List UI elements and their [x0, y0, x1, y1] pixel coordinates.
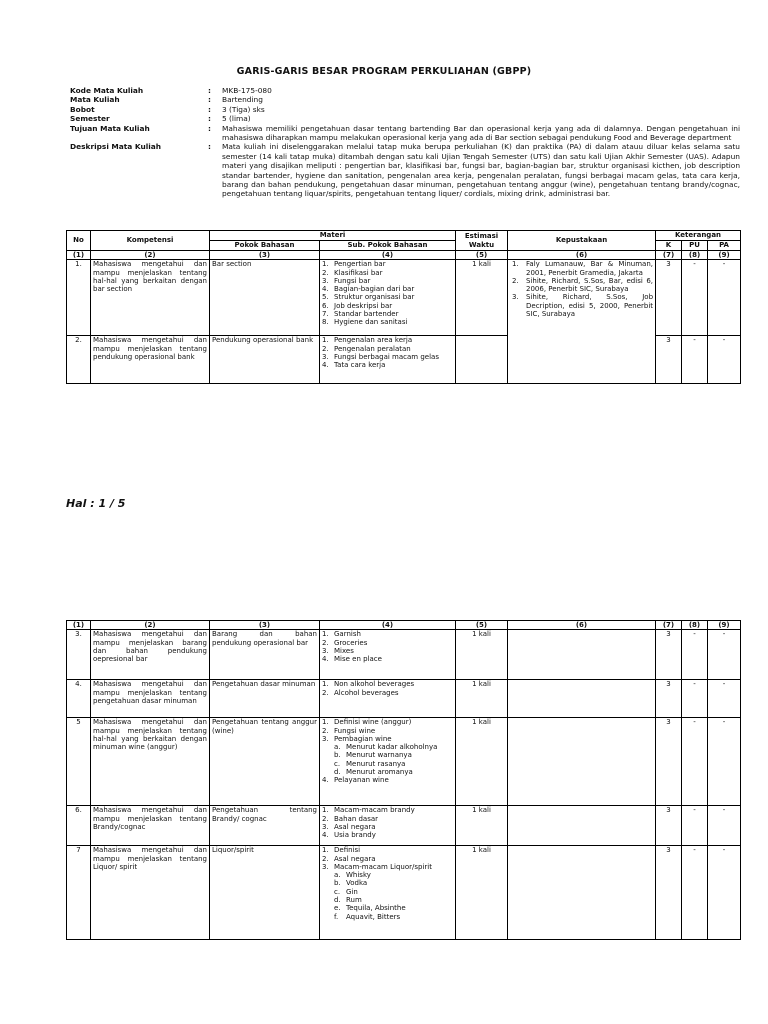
reference-number: 1. — [512, 260, 519, 269]
sub-topic-item — [334, 751, 453, 759]
header-pu: PU — [682, 241, 708, 251]
reference-text: Faly Lumanauw, Bar & Minuman, 2001, Penerbit Gramedia, Jakarta — [526, 260, 654, 277]
sub-topic-text: Groceries — [334, 638, 368, 647]
estimasi-waktu-cell: 1 kali — [456, 846, 508, 940]
sub-topic-list — [322, 336, 453, 369]
keterangan-k: 3 — [656, 718, 682, 806]
keterangan-pa: - — [708, 806, 741, 846]
sub-topic-text: Hygiene dan sanitasi — [334, 318, 408, 327]
page-number: Hal : 1 / 5 — [66, 497, 126, 510]
sub-topic-text: Mise en place — [334, 655, 382, 664]
sub-topic-text: Klasifikasi bar — [334, 268, 383, 277]
sub-topic-number: 7. — [322, 310, 329, 319]
keterangan-pa: - — [708, 630, 741, 680]
estimasi-waktu-cell — [456, 336, 508, 384]
sub-topic-text: Gin — [346, 887, 358, 896]
sub-topic-item — [322, 630, 453, 639]
sub-topic-number: 1. — [322, 336, 329, 345]
sub-topic-number: 3. — [322, 822, 329, 831]
sub-topic-item — [334, 760, 453, 768]
sub-topic-item — [322, 854, 453, 863]
column-number: (4) — [320, 621, 456, 630]
column-number: (7) — [656, 621, 682, 630]
sub-topic-item — [322, 276, 453, 285]
sub-topic-number: 2. — [322, 688, 329, 697]
sub-topic-text: Tequila, Absinthe — [346, 904, 406, 913]
pokok-bahasan-cell: Pengetahuan tentang Brandy/ cognac — [210, 806, 320, 846]
column-number: (9) — [708, 251, 741, 260]
keterangan-pa: - — [708, 680, 741, 718]
sub-topic-number: 8. — [322, 318, 329, 327]
kompetensi-cell: Mahasiswa mengetahui dan mampu menjelaskan tentang Liquor/ spirit — [91, 846, 210, 940]
column-number: (3) — [210, 621, 320, 630]
sub-topic-text: Usia brandy — [334, 831, 376, 840]
pokok-bahasan-cell: Liquor/spirit — [210, 846, 320, 940]
row-number: 4. — [67, 680, 91, 718]
keterangan-k: 3 — [656, 680, 682, 718]
row-number: 2. — [67, 336, 91, 384]
sub-topic-item — [322, 318, 453, 327]
info-colon: : — [208, 142, 211, 152]
sub-topic-text: Aquavit, Bitters — [346, 912, 401, 921]
kepustakaan-cell — [508, 806, 656, 846]
sub-topic-list — [322, 846, 453, 921]
sub-topic-number: a. — [334, 743, 341, 752]
sub-topic-text: Asal negara — [334, 822, 376, 831]
header-materi: Materi — [210, 231, 456, 241]
info-label: Semester — [70, 114, 110, 124]
pokok-bahasan-cell: Pengetahuan dasar minuman — [210, 680, 320, 718]
info-label: Bobot — [70, 104, 95, 114]
estimasi-waktu-cell: 1 kali — [456, 718, 508, 806]
sub-topic-number: 4. — [322, 361, 329, 370]
kompetensi-cell: Mahasiswa mengetahui dan mampu menjelaskan tentang Brandy/cognac — [91, 806, 210, 846]
column-number: (1) — [67, 251, 91, 260]
column-number-row — [67, 621, 741, 630]
kompetensi-cell: Mahasiswa mengetahui dan mampu menjelaskan tentang pengetahuan dasar minuman — [91, 680, 210, 718]
info-colon: : — [208, 104, 211, 114]
sub-topic-number: 4. — [322, 285, 329, 294]
sub-topic-item — [322, 352, 453, 361]
keterangan-pu: - — [682, 260, 708, 336]
sub-pokok-cell — [320, 846, 456, 940]
sub-topic-text: Fungsi wine — [334, 726, 376, 735]
sub-topic-list — [322, 630, 453, 663]
sub-topic-number: 1. — [322, 630, 329, 639]
sub-topic-item — [334, 913, 453, 921]
kepustakaan-cell — [508, 630, 656, 680]
estimasi-waktu-cell: 1 kali — [456, 680, 508, 718]
sub-topic-item — [334, 904, 453, 912]
keterangan-pu: - — [682, 806, 708, 846]
sub-topic-item — [322, 862, 453, 871]
keterangan-pu: - — [682, 336, 708, 384]
reference-item — [512, 260, 654, 277]
column-number-row — [67, 251, 741, 260]
sub-topic-text: Bagian-bagian dari bar — [334, 285, 415, 294]
sub-pokok-cell — [320, 680, 456, 718]
sub-topic-text: Macam-macam Liquor/spirit — [334, 862, 432, 871]
sub-topic-item — [322, 285, 453, 294]
info-row — [70, 124, 740, 143]
info-row — [70, 142, 740, 198]
header-k: K — [656, 241, 682, 251]
keterangan-k: 3 — [656, 846, 682, 940]
info-label: Mata Kuliah — [70, 95, 120, 105]
table-row — [67, 260, 741, 336]
sub-topic-item — [322, 268, 453, 277]
keterangan-pu: - — [682, 680, 708, 718]
sub-pokok-cell — [320, 336, 456, 384]
header-pokok: Pokok Bahasan — [210, 241, 320, 251]
kepustakaan-cell — [508, 718, 656, 806]
info-value: 3 (Tiga) sks — [222, 104, 265, 114]
sub-topic-text: Garnish — [334, 630, 361, 639]
reference-item — [512, 276, 654, 294]
sub-topic-number: d. — [334, 896, 341, 905]
info-label: Deskripsi Mata Kuliah — [70, 142, 162, 152]
sub-topic-text: Definisi — [334, 846, 361, 855]
kepustakaan-cell — [508, 260, 656, 384]
gbpp-table-page1 — [66, 230, 741, 384]
sub-topic-text: Struktur organisasi bar — [334, 293, 415, 302]
sub-topic-number: b. — [334, 879, 341, 888]
info-value: Mahasiswa memiliki pengetahuan dasar tentang bartending Bar dan operasional kerja yang ada di dalamnya. Dengan pengetahuan ini mahasiswa diharapkan mampu melakukan operasional kerja yang ada di Bar section sebagai pendukung Food and Beverage department — [222, 123, 740, 143]
sub-topic-number: 3. — [322, 862, 329, 871]
sub-topic-item — [322, 301, 453, 310]
keterangan-k: 3 — [656, 630, 682, 680]
sub-topic-text: Non alkohol beverages — [334, 680, 415, 689]
sub-topic-item — [322, 734, 453, 743]
sub-topic-number: c. — [334, 759, 341, 768]
gbpp-table-page2 — [66, 620, 741, 940]
sub-topic-item — [334, 888, 453, 896]
estimasi-waktu-cell: 1 kali — [456, 630, 508, 680]
reference-text: Sihite, Richard, S.Sos, Bar, edisi 6, 2006, Penerbit SIC, Surabaya — [526, 276, 654, 294]
sub-topic-number: 1. — [322, 846, 329, 855]
sub-topic-number: 1. — [322, 718, 329, 727]
sub-topic-number: 4. — [322, 776, 329, 785]
sub-pokok-cell — [320, 630, 456, 680]
sub-topic-item — [322, 776, 453, 785]
sub-topic-text: Asal negara — [334, 854, 376, 863]
sub-topic-text: Menurut warnanya — [346, 751, 412, 760]
header-estimasi: Estimasi Waktu — [456, 231, 508, 251]
sub-topic-item — [322, 310, 453, 319]
sub-topic-item — [322, 638, 453, 647]
reference-number: 3. — [512, 293, 519, 302]
header-kompetensi: Kompetensi — [91, 231, 210, 251]
sub-topic-list — [322, 260, 453, 326]
sub-topic-text: Fungsi bar — [334, 276, 371, 285]
sub-topic-text: Rum — [346, 896, 362, 905]
info-colon: : — [208, 114, 211, 124]
kompetensi-cell: Mahasiswa mengetahui dan mampu menjelaskan barang dan bahan pendukung oepresional bar — [91, 630, 210, 680]
sub-topic-text: Bahan dasar — [334, 814, 379, 823]
sub-topic-item — [322, 688, 453, 697]
sub-topic-item — [322, 831, 453, 840]
info-row — [70, 114, 740, 123]
sub-topic-number: 2. — [322, 854, 329, 863]
column-number: (6) — [508, 251, 656, 260]
info-value: MKB-175-080 — [222, 86, 272, 95]
sub-topic-item — [334, 743, 453, 751]
table-row — [67, 630, 741, 680]
column-number: (5) — [456, 621, 508, 630]
sub-topic-number: 2. — [322, 344, 329, 353]
sub-topic-item — [334, 896, 453, 904]
sub-topic-item — [334, 871, 453, 879]
sub-topic-item — [334, 879, 453, 887]
header-no: No — [67, 231, 91, 251]
sub-topic-number: f. — [334, 912, 339, 921]
column-number: (7) — [656, 251, 682, 260]
sub-topic-text: Pembagian wine — [334, 734, 392, 743]
sub-pokok-cell — [320, 260, 456, 336]
sub-topic-text: Alcohol beverages — [334, 688, 399, 697]
sub-topic-number: e. — [334, 904, 341, 913]
pokok-bahasan-cell: Bar section — [210, 260, 320, 336]
sub-pokok-cell — [320, 806, 456, 846]
keterangan-pa: - — [708, 846, 741, 940]
info-label: Kode Mata Kuliah — [70, 86, 144, 95]
column-number: (3) — [210, 251, 320, 260]
sub-topic-text: Menurut kadar alkoholnya — [346, 743, 438, 752]
column-number: (2) — [91, 621, 210, 630]
reference-number: 2. — [512, 276, 519, 285]
keterangan-pu: - — [682, 846, 708, 940]
info-value: Bartending — [222, 95, 263, 105]
keterangan-pa: - — [708, 718, 741, 806]
sub-topic-text: Whisky — [346, 871, 371, 880]
header-kepustakaan: Kepustakaan — [508, 231, 656, 251]
sub-topic-text: Vodka — [346, 879, 368, 888]
sub-topic-number: 2. — [322, 268, 329, 277]
keterangan-k: 3 — [656, 260, 682, 336]
keterangan-k: 3 — [656, 806, 682, 846]
kepustakaan-cell — [508, 680, 656, 718]
column-number: (6) — [508, 621, 656, 630]
sub-topic-item — [322, 846, 453, 855]
sub-topic-item — [322, 655, 453, 664]
sub-topic-text: Tata cara kerja — [334, 361, 386, 370]
sub-topic-number: 4. — [322, 831, 329, 840]
sub-topic-number: 1. — [322, 260, 329, 269]
document-title: GARIS-GARIS BESAR PROGRAM PERKULIAHAN (GBPP) — [236, 66, 532, 77]
estimasi-waktu-cell: 1 kali — [456, 806, 508, 846]
sub-topic-text: Standar bartender — [334, 310, 399, 319]
sub-topic-number: 3. — [322, 276, 329, 285]
keterangan-pu: - — [682, 630, 708, 680]
info-row — [70, 105, 740, 114]
header-keterangan: Keterangan — [656, 231, 741, 241]
sub-topic-number: 1. — [322, 806, 329, 815]
sub-topic-item — [322, 260, 453, 269]
sub-topic-number: 2. — [322, 726, 329, 735]
sub-topic-text: Pengenalan area kerja — [334, 336, 413, 345]
sub-topic-number: c. — [334, 887, 341, 896]
sub-topic-item — [322, 726, 453, 735]
sub-topic-list — [322, 680, 453, 697]
header-sub: Sub. Pokok Bahasan — [320, 241, 456, 251]
sub-topic-item — [322, 680, 453, 689]
sub-topic-list — [322, 806, 453, 839]
kepustakaan-cell — [508, 846, 656, 940]
sub-topic-item — [322, 646, 453, 655]
sub-topic-text: Definisi wine (anggur) — [334, 718, 412, 727]
sub-topic-text: Pelayanan wine — [334, 776, 389, 785]
keterangan-pu: - — [682, 718, 708, 806]
info-row — [70, 86, 740, 95]
column-number: (5) — [456, 251, 508, 260]
sub-topic-number: 3. — [322, 352, 329, 361]
table-row — [67, 806, 741, 846]
row-number: 1. — [67, 260, 91, 336]
column-number: (2) — [91, 251, 210, 260]
course-info — [70, 86, 740, 199]
sub-topic-item — [322, 814, 453, 823]
info-value: Mata kuliah ini diselenggarakan melalui tatap muka berupa perkuliahan (K) dan praktika (PA) di dalam atauu diluar kelas selama satu semester (14 kali tatap muka) ditambah dengan satu kali Ujian Tengah Semester (UTS) dan satu kali Ujian Akhir Semester (UAS). Adapun materi yang disajikan meliputi : pengertian bar, klasifikasi bar, fungsi bar, bagian-bagian bar, struktur organisasi kicthen, job description standar bartender, hygiene dan sanitation, pengenalan area kerja, pengenalan peralatan, fungsi berbagai macam gelas, tata cara kerja, barang dan bahan pendukung, pengetahuan dasar minuman, pengetahuan tentang anggur (wine), pengetahuan tentang brandy/cognac, pengetahuan tentang liquar/spirits, pengetahuan tentang liquer/ cordials, mixing drink, administrasi bar. — [222, 142, 740, 199]
sub-topic-number: d. — [334, 768, 341, 777]
sub-topic-text: Job deskripsi bar — [334, 301, 393, 310]
keterangan-k: 3 — [656, 336, 682, 384]
sub-topic-number: b. — [334, 751, 341, 760]
kompetensi-cell: Mahasiswa mengetahui dan mampu menjelaskan tentang pendukung operasional bank — [91, 336, 210, 384]
pokok-bahasan-cell: Barang dan bahan pendukung operasional bar — [210, 630, 320, 680]
kompetensi-cell: Mahasiswa mengetahui dan mampu menjelaskan tentang hal-hal yang berkaitan dengan minuman wine (anggur) — [91, 718, 210, 806]
row-number: 5 — [67, 718, 91, 806]
sub-topic-text: Menurut rasanya — [346, 759, 406, 768]
column-number: (1) — [67, 621, 91, 630]
column-number: (8) — [682, 621, 708, 630]
info-colon: : — [208, 123, 211, 133]
info-label: Tujuan Mata Kuliah — [70, 123, 150, 133]
kompetensi-cell: Mahasiswa mengetahui dan mampu menjelaskan tentang hal-hal yang berkaitan dengan bar section — [91, 260, 210, 336]
sub-topic-text: Pengertian bar — [334, 260, 386, 269]
sub-topic-text: Mixes — [334, 646, 354, 655]
row-number: 6. — [67, 806, 91, 846]
sub-topic-number: 4. — [322, 655, 329, 664]
sub-topic-text: Fungsi berbagai macam gelas — [334, 352, 439, 361]
reference-text: Sihite, Richard, S.Sos, Job Decription, edisi 5, 2000, Penerbit SIC, Surabaya — [526, 293, 654, 319]
sub-topic-number: 2. — [322, 638, 329, 647]
table-row — [67, 718, 741, 806]
sub-topic-text: Menurut aromanya — [346, 768, 413, 777]
column-number: (9) — [708, 621, 741, 630]
sub-topic-item — [322, 336, 453, 345]
reference-item — [512, 293, 654, 319]
sub-topic-number: 2. — [322, 814, 329, 823]
sub-topic-item — [322, 344, 453, 353]
sub-topic-item — [322, 718, 453, 727]
pokok-bahasan-cell: Pengetahuan tentang anggur (wine) — [210, 718, 320, 806]
info-value: 5 (lima) — [222, 114, 251, 124]
sub-topic-number: a. — [334, 871, 341, 880]
info-colon: : — [208, 86, 211, 95]
sub-topic-item — [322, 822, 453, 831]
sub-topic-list — [322, 718, 453, 784]
header-pa: PA — [708, 241, 741, 251]
sub-topic-item — [322, 361, 453, 370]
row-number: 7 — [67, 846, 91, 940]
table-row — [67, 680, 741, 718]
sub-topic-text: Pengenalan peralatan — [334, 344, 411, 353]
sub-topic-number: 5. — [322, 293, 329, 302]
row-number: 3. — [67, 630, 91, 680]
keterangan-pa: - — [708, 260, 741, 336]
sub-topic-number: 3. — [322, 734, 329, 743]
sub-topic-item — [322, 293, 453, 302]
column-number: (8) — [682, 251, 708, 260]
sub-topic-number: 6. — [322, 301, 329, 310]
keterangan-pa: - — [708, 336, 741, 384]
info-row — [70, 95, 740, 104]
sub-topic-item — [322, 806, 453, 815]
column-number: (4) — [320, 251, 456, 260]
estimasi-waktu-cell: 1 kali — [456, 260, 508, 336]
sub-topic-number: 1. — [322, 680, 329, 689]
reference-list — [510, 260, 653, 318]
table-row — [67, 846, 741, 940]
info-colon: : — [208, 95, 211, 105]
sub-pokok-cell — [320, 718, 456, 806]
sub-topic-text: Macam-macam brandy — [334, 806, 415, 815]
pokok-bahasan-cell: Pendukung operasional bank — [210, 336, 320, 384]
sub-topic-item — [334, 768, 453, 776]
sub-topic-number: 3. — [322, 646, 329, 655]
